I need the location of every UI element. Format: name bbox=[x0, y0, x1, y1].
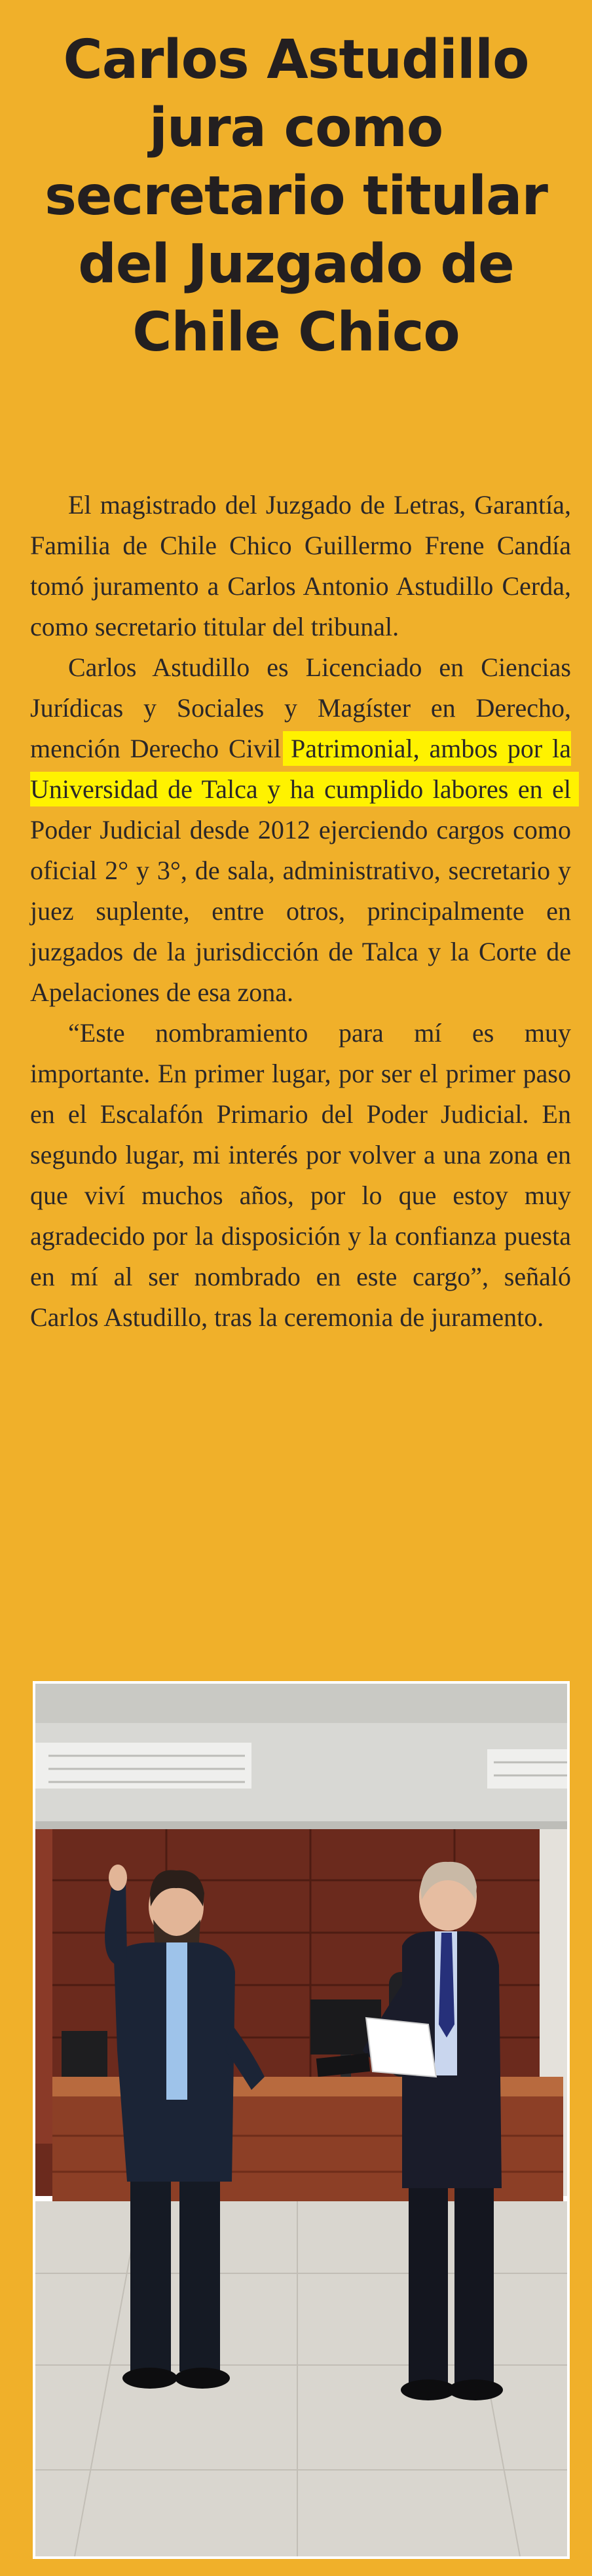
ceiling-shadow bbox=[35, 1684, 567, 1723]
ceiling-edge bbox=[35, 1821, 567, 1829]
article-paragraph-3: “Este nombramiento para mí es muy importante. En primer lugar, por ser el primer paso en el Escalafón Primario del Poder Judicial. En segundo lugar, mi interés por volver a una zona en que viví muchos años, por lo que estoy muy agradecido por la disposición y la confianza puesta en mí al ser nombrado en este cargo”, señaló Carlos Astudillo, tras la ceremonia de juramento. bbox=[30, 1018, 571, 1332]
article-paragraph-1: El magistrado del Juzgado de Letras, Garantía, Familia de Chile Chico Guillermo Frene Candía tomó juramento a Carlos Antonio Astudillo Cerda, como secretario titular del tribunal. bbox=[30, 490, 571, 641]
paragraph-2-before: Carlos Astudillo es Licenciado en Ciencias Jurídicas y Sociales y Magíster en Derecho, mención Derecho Civil bbox=[30, 653, 571, 763]
article-body bbox=[30, 485, 571, 1338]
highlighted-text: Patrimonial, ambos por la Universidad de Talca y ha cumplido labores en el bbox=[30, 731, 571, 806]
article-paragraph-2 bbox=[30, 647, 571, 1013]
article-headline: Carlos Astudillo jura como secretario titular del Juzgado de Chile Chico bbox=[45, 29, 547, 364]
left-monitor bbox=[62, 2031, 107, 2077]
paragraph-2-after: Poder Judicial desde 2012 ejerciendo cargos como oficial 2° y 3°, de sala, administrativo, secretario y juez suplente, entre otros, principalmente en juzgados de la jurisdicción de Talca y la Corte de Apelaciones de esa zona. bbox=[30, 815, 571, 1007]
courtroom-photo-illustration bbox=[35, 1684, 567, 2556]
courtroom-oath-photo bbox=[35, 1684, 567, 2556]
ceiling-light-right bbox=[487, 1749, 567, 1789]
left-wall-edge bbox=[35, 1829, 52, 2144]
oath-document bbox=[366, 2018, 436, 2077]
